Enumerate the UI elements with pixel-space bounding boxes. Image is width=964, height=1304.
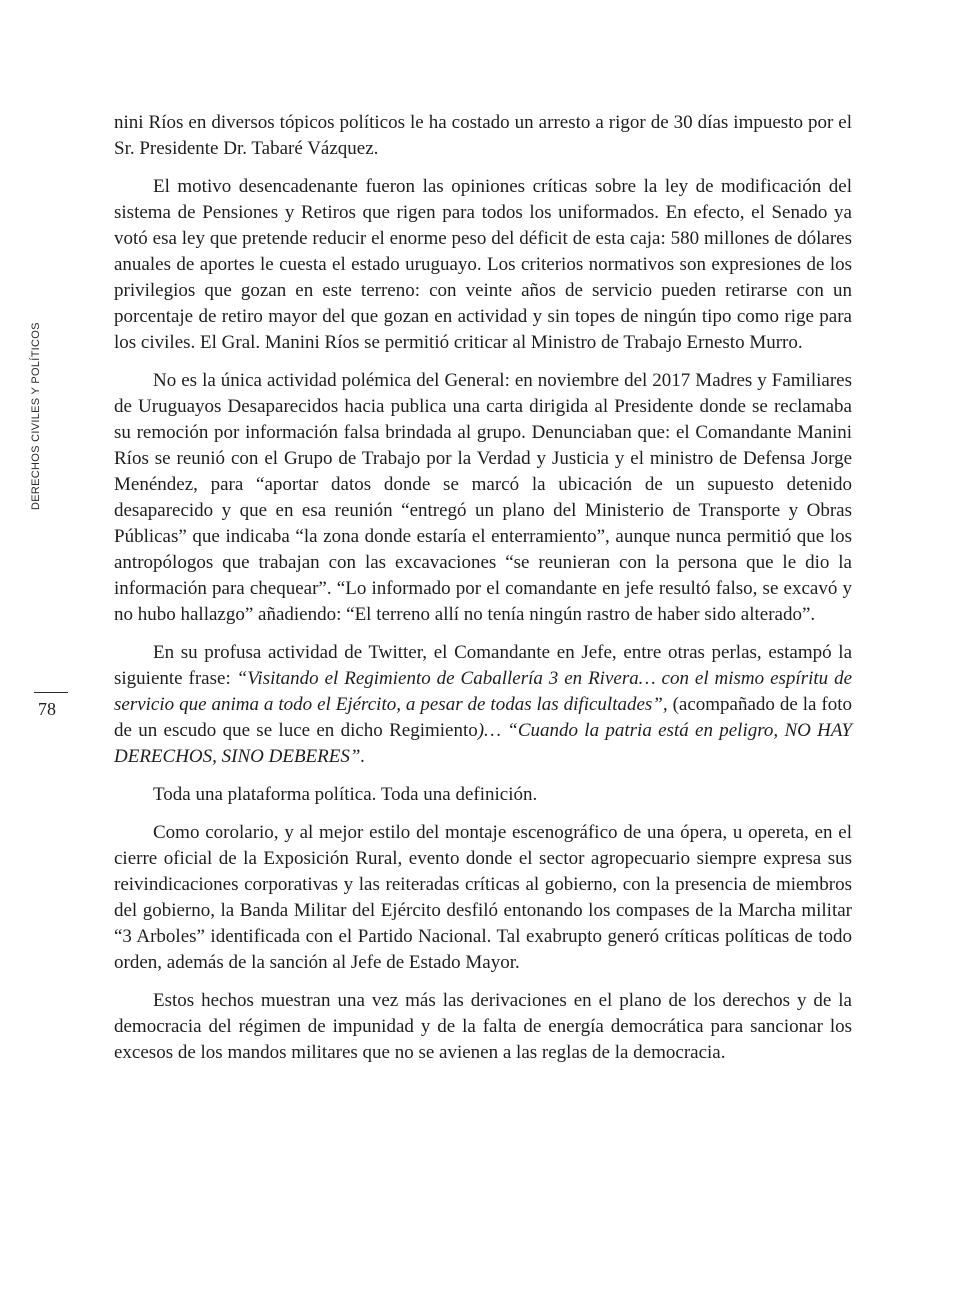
page-number-rule xyxy=(34,692,68,693)
paragraph-platform: Toda una plataforma política. Toda una definición. xyxy=(153,784,538,805)
paragraph-twitter xyxy=(114,640,852,770)
paragraph-exposicion-rural: Como corolario, y al mejor estilo del montaje escenográfico de una ópera, u opereta, en el cierre oficial de la Exposición Rural, evento donde el sector agropecuario siempre expresa sus reivindicaciones corporativas y las reiteradas críticas al gobierno, con la presencia de miembros del gobierno, la Banda Militar del Ejército desfiló entonando los compases de la Marcha militar “3 Arboles” identificada con el Partido Nacional. Tal exabrupto generó críticas políticas de todo orden, además de la sanción al Jefe de Estado Mayor. xyxy=(114,822,852,973)
twitter-quote-deberes: )… “Cuando la patria está en peligro, NO HAY DERECHOS, SINO DEBERES”. xyxy=(114,720,852,767)
twitter-aside-text: (acompañado de la foto de un escudo que se luce en dicho Regimiento xyxy=(114,694,852,741)
twitter-quote: “Visitando el Regimiento de Caballería 3 en Rivera… con el mismo espíritu de servicio que anima a todo el Ejército, a pesar de todas las dificultades”, xyxy=(114,668,852,715)
body-text xyxy=(114,110,852,1078)
running-title: DERECHOS CIVILES Y POLÍTICOS xyxy=(30,322,42,510)
paragraph-disappeared: No es la única actividad polémica del General: en noviembre del 2017 Madres y Familiares de Uruguayos Desaparecidos hacia publica una carta dirigida al Presidente donde se reclamaba su remoción por información falsa brindada al grupo. Denunciaban que: el Comandante Manini Ríos se reunió con el Grupo de Trabajo por la Verdad y Justicia y el ministro de Defensa Jorge Menéndez, para “aportar datos donde se marcó la ubicación de un supuesto detenido desaparecido y que en esa reunión “entregó un plano del Ministerio de Transporte y Obras Públicas” que indicaba “la zona donde estaría el enterramiento”, aunque nunca permitió que los antropólogos que trabajan con las excavaciones “se reunieran con la persona que le dio la información para chequear”. “Lo informado por el comandante en jefe resultó falso, se excavó y no hubo hallazgo” añadiendo: “El terreno allí no tenía ningún rastro de haber sido alterado”. xyxy=(114,370,852,625)
paragraph-pensions: El motivo desencadenante fueron las opiniones críticas sobre la ley de modificación del sistema de Pensiones y Retiros que rigen para todos los uniformados. En efecto, el Senado ya votó esa ley que pretende reducir el enorme peso del déficit de esta caja: 580 millones de dólares anuales de aportes le cuesta el estado uruguayo. Los criterios normativos son expresiones de los privilegios que gozan en este terreno: con veinte años de servicio pueden retirarse con un porcentaje de retiro mayor del que gozan en actividad y sin topes de ningún tipo como rige para los civiles. El Gral. Manini Ríos se permitió criticar al Ministro de Trabajo Ernesto Murro. xyxy=(114,176,852,353)
page-number: 78 xyxy=(38,699,56,719)
paragraph-continuation: nini Ríos en diversos tópicos políticos le ha costado un arresto a rigor de 30 días impuesto por el Sr. Presidente Dr. Tabaré Vázquez. xyxy=(114,112,852,159)
twitter-intro-text: En su profusa actividad de Twitter, el Comandante en Jefe, entre otras perlas, estampó la siguiente frase: xyxy=(114,642,852,689)
paragraph-conclusion: Estos hechos muestran una vez más las derivaciones en el plano de los derechos y de la democracia del régimen de impunidad y de la falta de energía democrática para sancionar los excesos de los mandos militares que no se avienen a las reglas de la democracia. xyxy=(114,990,852,1063)
